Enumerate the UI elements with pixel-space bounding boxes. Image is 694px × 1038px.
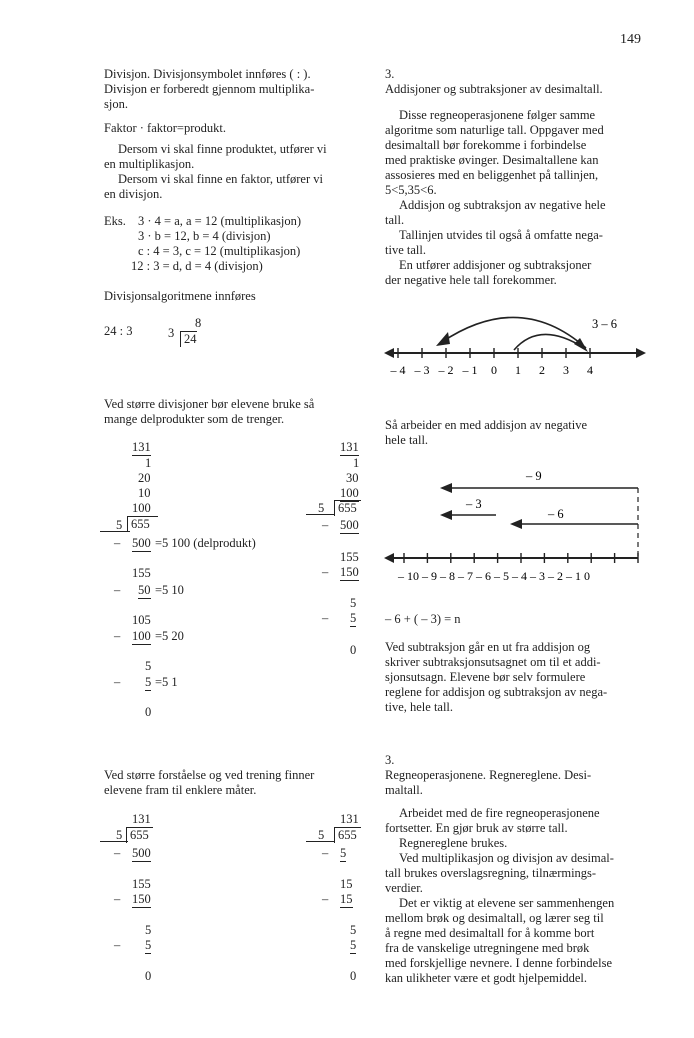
remainder: 155: [132, 566, 151, 580]
example-label: Eks.: [104, 214, 126, 228]
remainder: 5: [350, 596, 357, 610]
axis-arrow-left: [384, 553, 394, 563]
remainder: 0: [350, 969, 357, 983]
minus-sign: –: [322, 565, 329, 579]
partial-product: 1: [145, 456, 152, 470]
paragraph-line: desimaltall bør forekomme i forbindelse: [385, 138, 587, 152]
paragraph-line: med praktiske øvinger. Desimaltallene kan: [385, 153, 599, 167]
tick-label: – 3: [414, 363, 430, 377]
minus-sign: –: [322, 518, 329, 532]
tick-label: 1: [515, 363, 521, 377]
partial-product: 100: [132, 501, 151, 515]
minus-sign: –: [114, 938, 121, 952]
remainder: 0: [145, 705, 152, 719]
divisor: 5: [318, 828, 325, 842]
paragraph-line: Dersom vi skal finne produktet, utfører vi: [118, 142, 327, 156]
tick-label: – 2: [438, 363, 454, 377]
minus-sign: –: [322, 892, 329, 906]
subtrahend: 5: [350, 938, 357, 952]
tick-label: 4: [587, 363, 593, 377]
remainder: 5: [350, 923, 357, 937]
arrowhead: [436, 332, 450, 346]
subtrahend: 5: [350, 611, 357, 625]
example-line: 3 · b = 12, b = 4 (divisjon): [138, 229, 271, 243]
tick-label: – 4: [390, 363, 406, 377]
dividend: 655: [334, 827, 361, 843]
example-line: 12 : 3 = d, d = 4 (divisjon): [131, 259, 263, 273]
dividend: 655: [127, 516, 158, 532]
subtrahend: 50: [138, 583, 151, 597]
paragraph-line: tive, hele tall.: [385, 700, 454, 714]
paragraph-line: tall brukes overslagsregning, tilnærmings-: [385, 866, 597, 880]
minus-sign: –: [114, 892, 121, 906]
example-line: c : 4 = 3, c = 12 (multiplikasjon): [138, 244, 301, 258]
paragraph-line: tall.: [385, 213, 405, 227]
section-title: maltall.: [385, 783, 423, 797]
quotient: 131: [132, 812, 151, 826]
jump-label: – 9: [526, 469, 542, 483]
paragraph-line: Divisjonsalgoritmene innføres: [104, 289, 256, 303]
jump-arc: [442, 317, 586, 348]
step-note: =5 20: [155, 629, 184, 643]
paragraph-line: Ved multiplikasjon og divisjon av desimal-: [399, 851, 614, 865]
remainder: 5: [145, 923, 152, 937]
paragraph-line: En utfører addisjoner og subtraksjoner: [399, 258, 592, 272]
partial-product: 100: [340, 486, 359, 500]
tick-label: 0: [491, 363, 497, 377]
paragraph-line: Dersom vi skal finne en faktor, utfører vi: [118, 172, 323, 186]
paragraph-line: Faktor · faktor=produkt.: [104, 121, 226, 135]
paragraph-line: algoritme som naturlige tall. Oppgaver med: [385, 123, 604, 137]
dividend: 655: [334, 500, 361, 516]
subtrahend: 5: [145, 938, 152, 952]
remainder: 0: [145, 969, 152, 983]
step-note: =5 10: [155, 583, 184, 597]
equation: – 6 + ( – 3) = n: [385, 612, 461, 626]
paragraph-line: mellom brøk og desimaltall, og lærer seg til: [385, 911, 604, 925]
section-number: 3.: [385, 753, 395, 767]
minus-sign: –: [114, 629, 121, 643]
step-note: =5 1: [155, 675, 178, 689]
page-number: 149: [620, 32, 641, 47]
paragraph-line: Tallinjen utvides til også å omfatte nega-: [399, 228, 603, 242]
paragraph-line: mange delprodukter som de trenger.: [104, 412, 285, 426]
paragraph-line: sjon.: [104, 97, 128, 111]
partial-product: 30: [346, 471, 359, 485]
quotient: 131: [340, 440, 359, 454]
subtrahend: 150: [132, 892, 151, 906]
paragraph-line: skriver subtraksjonsutsagnet om til et addi-: [385, 655, 601, 669]
paragraph-line: kan ulikheter være et godt hjelpemiddel.: [385, 971, 588, 985]
algo-quotient: 8: [195, 316, 202, 330]
divisor-underline: [306, 514, 334, 515]
partial-product: 10: [138, 486, 151, 500]
paragraph-line: der negative hele tall forekommer.: [385, 273, 557, 287]
subtrahend: 5: [340, 846, 347, 860]
jump-label: – 3: [466, 497, 482, 511]
arrowhead: [440, 510, 452, 520]
algo-dividend: 24: [180, 331, 197, 347]
paragraph-line: Ved større forståelse og ved trening finner: [104, 768, 315, 782]
remainder: 105: [132, 613, 151, 627]
minus-sign: –: [114, 536, 121, 550]
example-line: 3 · 4 = a, a = 12 (multiplikasjon): [138, 214, 302, 228]
tick-labels: – 10 – 9 – 8 – 7 – 6 – 5 – 4 – 3 – 2 – 1 0: [398, 569, 590, 583]
paragraph-line: sjonsutsagn. Elevene bør selv formulere: [385, 670, 586, 684]
partial-product: 20: [138, 471, 151, 485]
minus-sign: –: [114, 675, 121, 689]
dividend: 655: [126, 827, 153, 843]
paragraph-line: assosieres med en beliggenhet på tallinjen,: [385, 168, 599, 182]
step-note: =5 100 (delprodukt): [155, 536, 256, 550]
subtrahend: 100: [132, 629, 151, 643]
paragraph-line: å regne med desimaltall for å komme bort: [385, 926, 595, 940]
paragraph-line: 5<5,35<6.: [385, 183, 437, 197]
arrowhead: [440, 483, 452, 493]
number-line-1: [380, 300, 650, 380]
remainder: 155: [340, 550, 359, 564]
subtrahend: 500: [340, 518, 359, 532]
divisor-underline: [100, 841, 128, 842]
jump-label: – 6: [548, 507, 564, 521]
paragraph-line: Divisjon er forberedt gjennom multiplika-: [104, 82, 315, 96]
remainder: 0: [350, 643, 357, 657]
algo-expression: 24 : 3: [104, 324, 133, 338]
paragraph-line: Arbeidet med de fire regneoperasjonene: [399, 806, 600, 820]
paragraph-line: Ved subtraksjon går en ut fra addisjon og: [385, 640, 591, 654]
divisor-underline: [306, 841, 334, 842]
number-line-2: [380, 460, 650, 590]
remainder: 5: [145, 659, 152, 673]
subtrahend: 500: [132, 536, 151, 550]
minus-sign: –: [322, 611, 329, 625]
paragraph-line: Disse regneoperasjonene følger samme: [399, 108, 596, 122]
paragraph-line: Regnereglene brukes.: [399, 836, 508, 850]
arrowhead: [510, 519, 522, 529]
divisor: 5: [116, 828, 123, 842]
jump-arc: [514, 334, 584, 350]
paragraph-line: verdier.: [385, 881, 423, 895]
paragraph-line: med forskjellige nevnere. I denne forbindelse: [385, 956, 612, 970]
axis-arrow-left: [384, 348, 394, 358]
subtrahend: 500: [132, 846, 151, 860]
subtrahend: 5: [145, 675, 152, 689]
section-number: 3.: [385, 67, 395, 81]
minus-sign: –: [322, 846, 329, 860]
paragraph-line: en multiplikasjon.: [104, 157, 195, 171]
paragraph-line: reglene for addisjon og subtraksjon av nega-: [385, 685, 608, 699]
divisor-underline: [100, 531, 130, 532]
algo-divisor: 3: [168, 326, 175, 340]
partial-product: 1: [353, 456, 360, 470]
paragraph-line: fortsetter. En gjør bruk av større tall.: [385, 821, 568, 835]
section-title: Regneoperasjonene. Regnereglene. Desi-: [385, 768, 592, 782]
paragraph-line: Ved større divisjoner bør elevene bruke så: [104, 397, 315, 411]
paragraph-line: Divisjon. Divisjonsymbolet innføres ( : ).: [104, 67, 311, 81]
tick-label: 2: [539, 363, 545, 377]
paragraph-line: en divisjon.: [104, 187, 163, 201]
paragraph-line: hele tall.: [385, 433, 429, 447]
quotient: 131: [340, 812, 359, 826]
divisor: 5: [116, 518, 123, 532]
subtrahend: 150: [340, 565, 359, 579]
remainder: 155: [132, 877, 151, 891]
remainder: 15: [340, 877, 353, 891]
tick-label: 3: [563, 363, 569, 377]
paragraph-line: Så arbeider en med addisjon av negative: [385, 418, 588, 432]
subtrahend: 15: [340, 892, 353, 906]
paragraph-line: tive tall.: [385, 243, 426, 257]
section-title: Addisjoner og subtraksjoner av desimaltall.: [385, 82, 603, 96]
paragraph-line: Det er viktig at elevene ser sammenhengen: [399, 896, 615, 910]
divisor: 5: [318, 501, 325, 515]
quotient: 131: [132, 440, 151, 454]
paragraph-line: Addisjon og subtraksjon av negative hele: [399, 198, 606, 212]
number-line-label: 3 – 6: [592, 317, 617, 331]
minus-sign: –: [114, 583, 121, 597]
axis-arrow-right: [636, 348, 646, 358]
minus-sign: –: [114, 846, 121, 860]
tick-label: – 1: [462, 363, 478, 377]
paragraph-line: elevene fram til enklere måter.: [104, 783, 257, 797]
paragraph-line: fra de vanskelige utregningene med brøk: [385, 941, 590, 955]
